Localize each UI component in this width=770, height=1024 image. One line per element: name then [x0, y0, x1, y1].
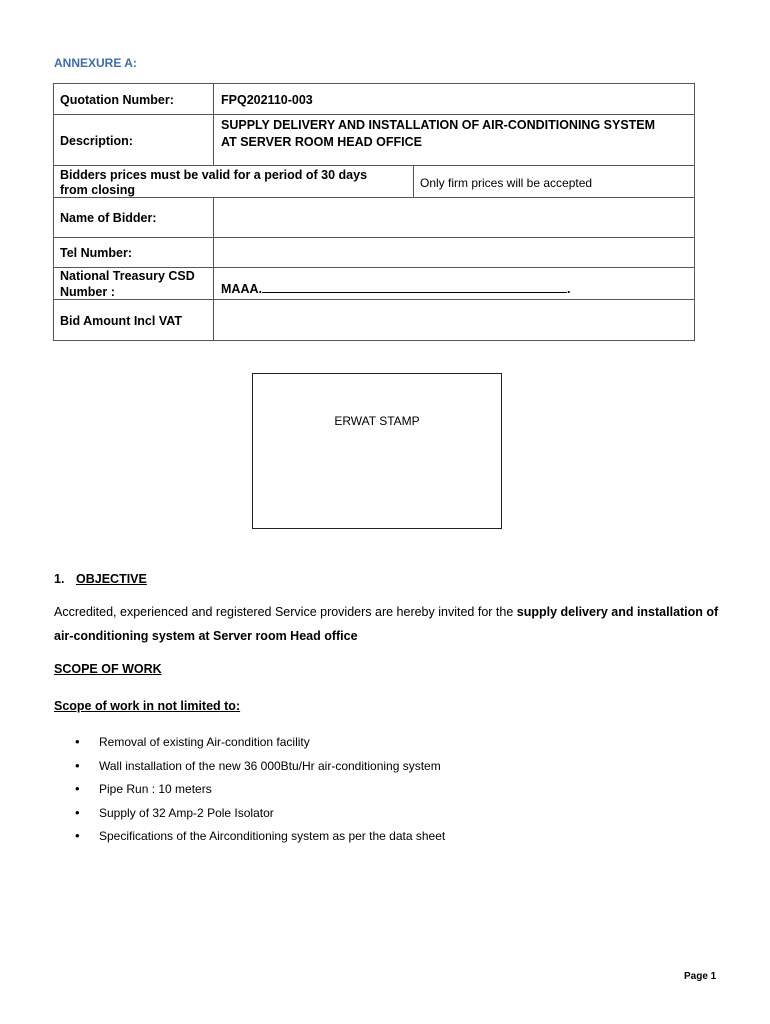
csd-number-label-line1: National Treasury CSD — [60, 269, 195, 283]
list-item: • Pipe Run : 10 meters — [54, 779, 445, 803]
bidder-name-label: Name of Bidder: — [60, 211, 157, 225]
csd-number-suffix: . — [566, 282, 571, 296]
objective-text: Accredited, experienced and registered Service providers are hereby invited for the — [54, 605, 517, 619]
description-value-line1: SUPPLY DELIVERY AND INSTALLATION OF AIR-CONDITIONING SYSTEM — [221, 118, 656, 132]
csd-number-field[interactable] — [221, 280, 570, 297]
csd-number-prefix: MAAA. — [221, 282, 262, 296]
column-divider — [213, 84, 214, 165]
validity-text-line1: Bidders prices must be valid for a period of 30 days — [60, 168, 368, 182]
row-divider — [54, 114, 694, 115]
list-item: • Wall installation of the new 36 000Btu/Hr air-conditioning system — [54, 756, 445, 780]
scope-subheading: Scope of work in not limited to: — [54, 699, 241, 713]
objective-number: 1. — [54, 572, 65, 586]
description-value-line2: AT SERVER ROOM HEAD OFFICE — [221, 135, 422, 149]
annexure-heading: ANNEXURE A: — [54, 56, 137, 70]
objective-text-bold: supply delivery and installation of air-conditioning system at Server room Head office — [54, 605, 719, 643]
tel-number-label: Tel Number: — [60, 246, 132, 260]
csd-number-label-line2: Number : — [60, 285, 115, 299]
tel-number-field[interactable] — [214, 238, 694, 267]
list-item: • Supply of 32 Amp-2 Pole Isolator — [54, 803, 445, 827]
list-item: • Specifications of the Airconditioning system as per the data sheet — [54, 826, 445, 850]
row-divider — [54, 165, 694, 166]
bidder-name-field[interactable] — [214, 198, 694, 237]
bid-amount-field[interactable] — [214, 300, 694, 340]
objective-paragraph — [54, 600, 734, 648]
quotation-number-value: FPQ202110-003 — [221, 93, 313, 107]
quotation-table — [53, 83, 695, 341]
objective-title: OBJECTIVE — [76, 572, 147, 586]
stamp-label: ERWAT STAMP — [334, 414, 420, 428]
column-divider — [413, 165, 414, 197]
validity-text-line2: from closing — [60, 183, 136, 197]
quotation-number-label: Quotation Number: — [60, 93, 174, 107]
scope-list — [54, 732, 445, 850]
page-number: Page 1 — [684, 971, 717, 982]
firm-prices-note: Only firm prices will be accepted — [420, 176, 593, 190]
bid-amount-label: Bid Amount Incl VAT — [60, 314, 182, 328]
description-label: Description: — [60, 134, 133, 148]
stamp-box — [252, 373, 502, 529]
csd-number-blank — [262, 280, 567, 293]
list-item: • Removal of existing Air-condition facility — [54, 732, 445, 756]
scope-heading: SCOPE OF WORK — [54, 662, 162, 676]
